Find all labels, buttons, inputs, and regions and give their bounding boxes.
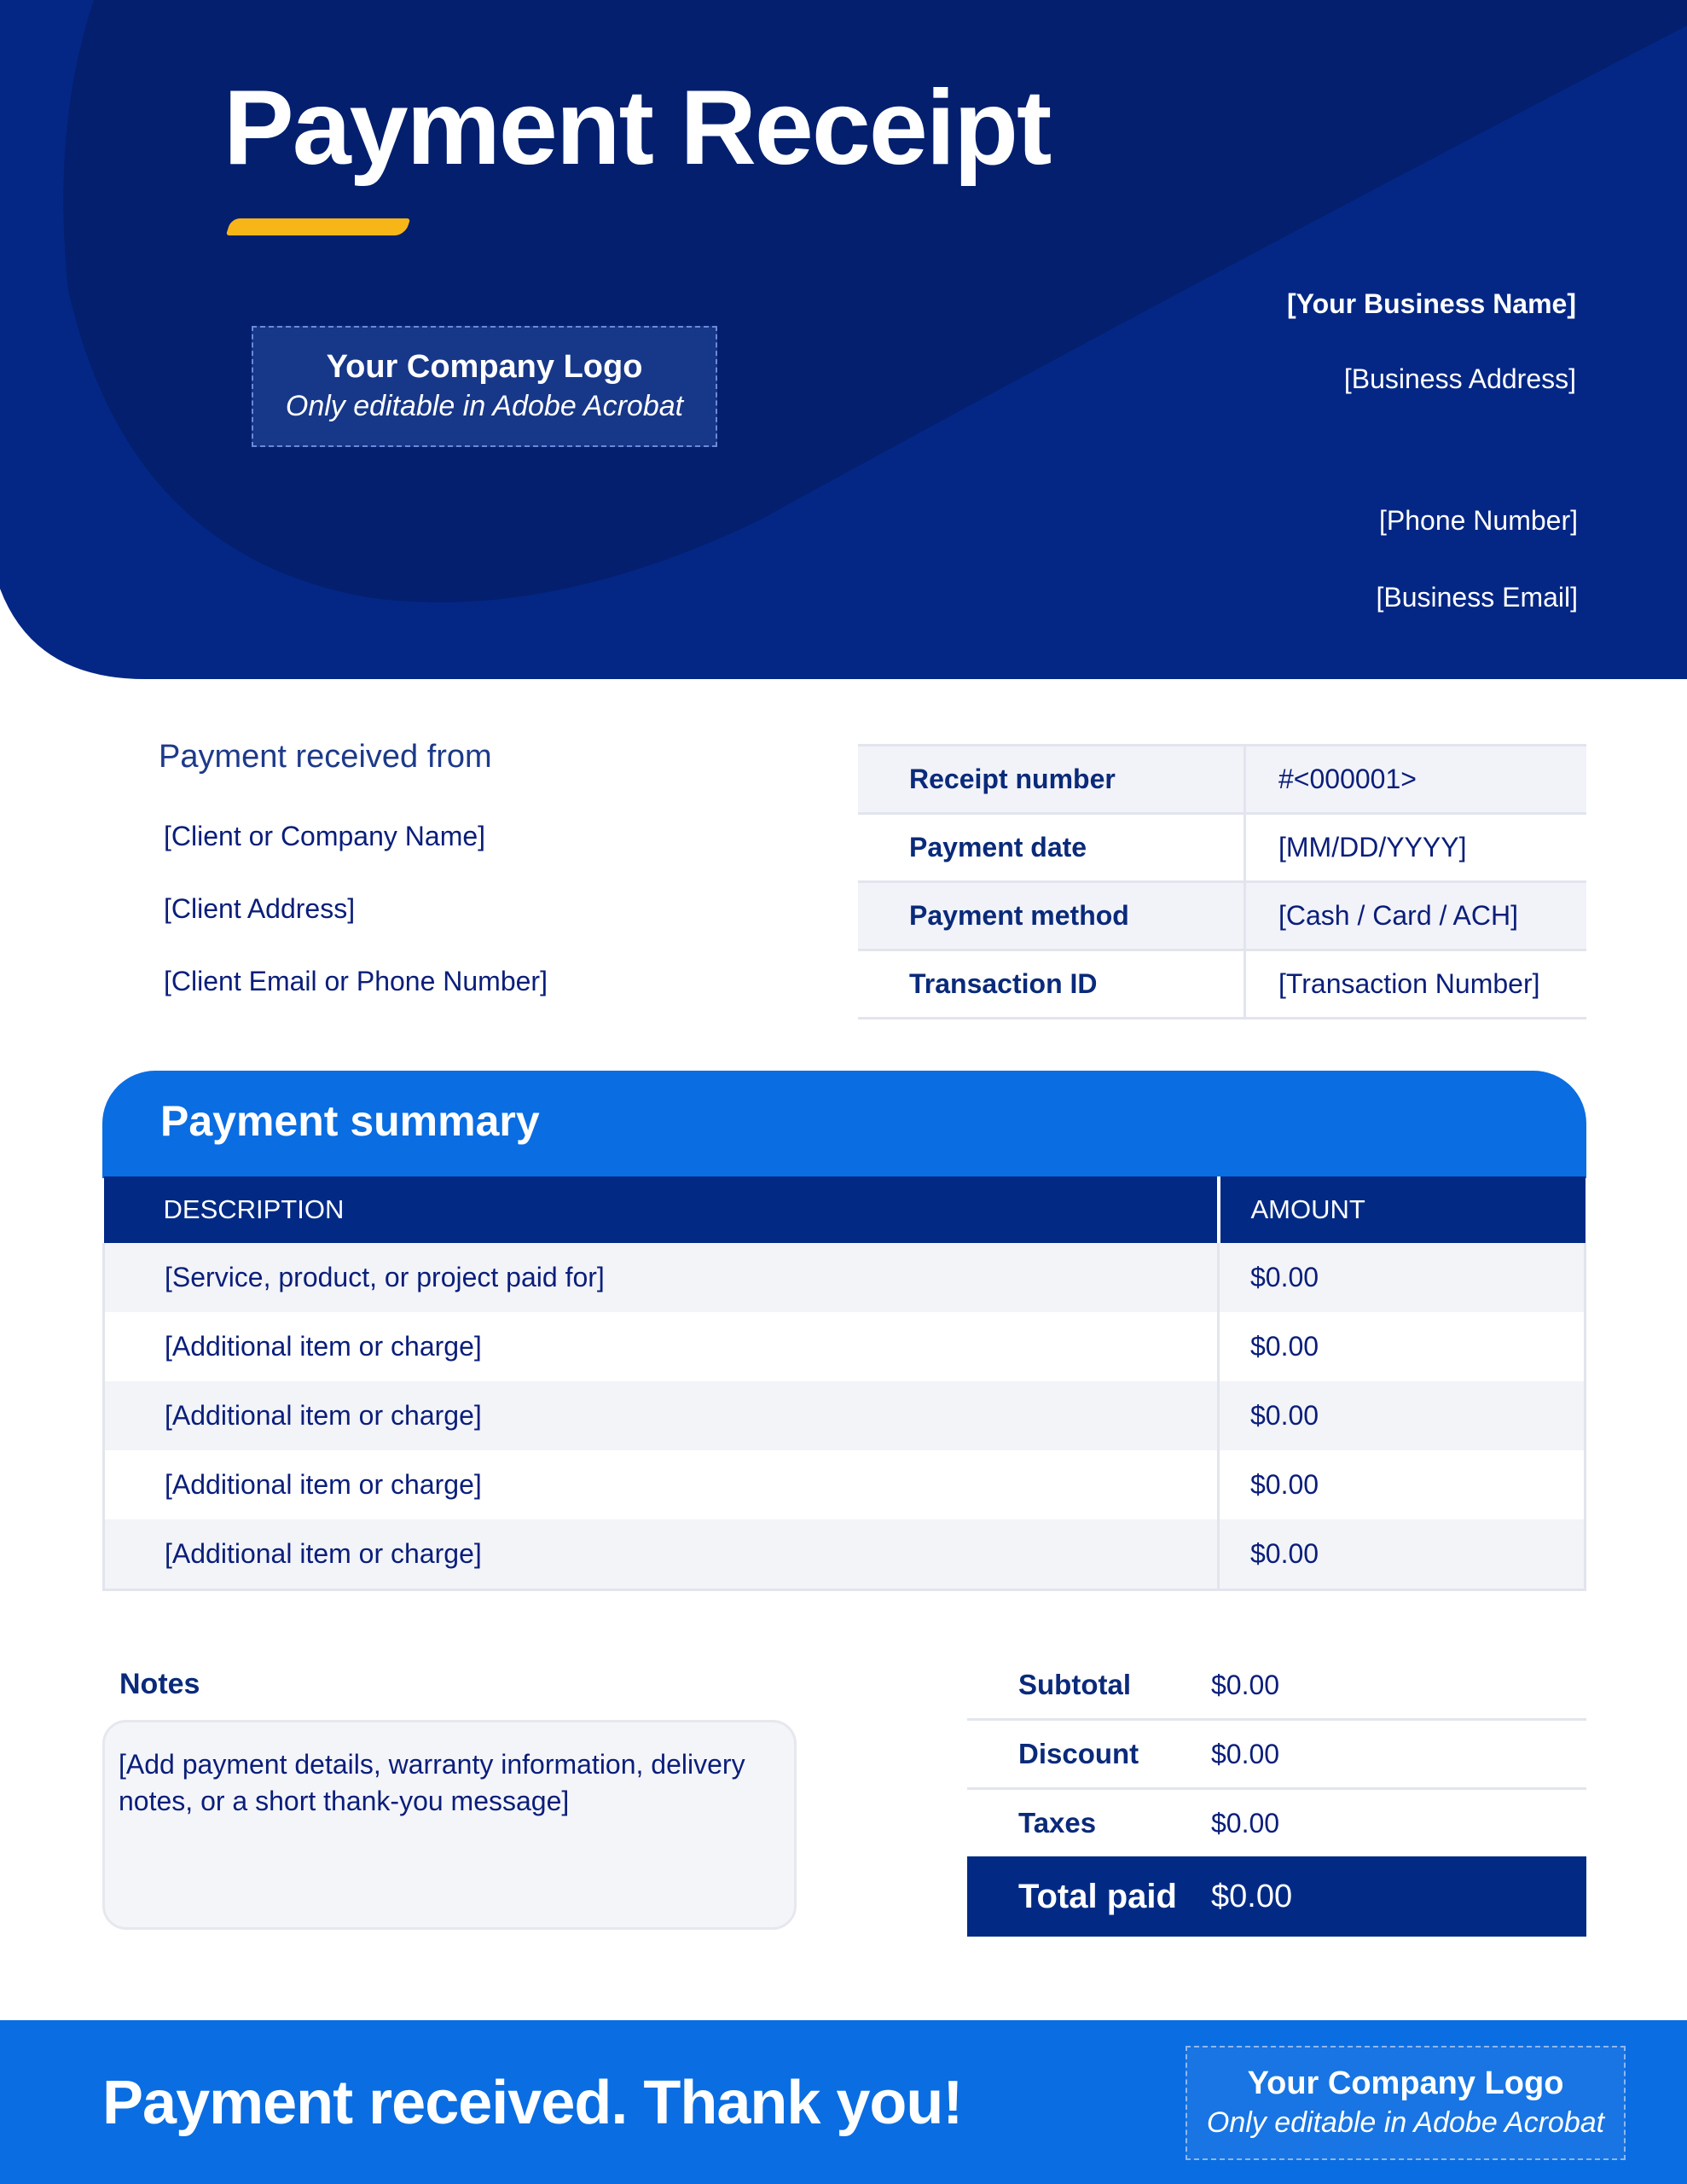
receipt-info-table [858,744,1586,1019]
logo-subtitle: Only editable in Adobe Acrobat [1206,2106,1605,2139]
footer-logo-placeholder[interactable] [1186,2046,1626,2160]
item-amount: $0.00 [1219,1312,1586,1381]
payment-method-label: Payment method [858,882,1245,950]
discount-label: Discount [967,1720,1211,1789]
client-contact: [Client Email or Phone Number] [164,966,548,996]
receipt-info-row [858,814,1586,882]
subtotal-label: Subtotal [967,1652,1211,1720]
business-address: [Business Address] [1343,363,1576,394]
transaction-id-value: [Transaction Number] [1245,950,1587,1019]
payment-summary-table [102,1176,1586,1591]
receipt-info-row [858,950,1586,1019]
notes-label: Notes [119,1668,200,1700]
total-paid-value: $0.00 [1211,1856,1586,1937]
company-logo-placeholder[interactable] [252,326,717,447]
item-description: [Additional item or charge] [104,1519,1219,1590]
payment-date-label: Payment date [858,814,1245,882]
item-amount: $0.00 [1219,1381,1586,1450]
payment-summary-title: Payment summary [160,1097,540,1145]
item-amount: $0.00 [1219,1450,1586,1519]
amount-column-header: AMOUNT [1219,1176,1586,1243]
thank-you-message: Payment received. Thank you! [102,2069,963,2137]
item-amount: $0.00 [1219,1243,1586,1312]
title-underline-accent [226,218,410,235]
transaction-id-label: Transaction ID [858,950,1245,1019]
payment-method-value: [Cash / Card / ACH] [1245,882,1587,950]
discount-value: $0.00 [1211,1720,1586,1789]
discount-row [967,1720,1586,1789]
client-address: [Client Address] [164,893,356,924]
totals-table [967,1652,1586,1937]
table-row [104,1450,1586,1519]
logo-title: Your Company Logo [326,349,643,386]
item-description: [Additional item or charge] [104,1381,1219,1450]
table-row [104,1381,1586,1450]
taxes-value: $0.00 [1211,1807,1280,1838]
logo-title: Your Company Logo [1247,2065,1564,2102]
item-description: [Additional item or charge] [104,1312,1219,1381]
item-description: [Additional item or charge] [104,1450,1219,1519]
table-row [104,1243,1586,1312]
receipt-info-row [858,746,1586,814]
receipt-number-label: Receipt number [858,746,1245,814]
logo-subtitle: Only editable in Adobe Acrobat [285,389,684,422]
total-paid-label: Total paid [967,1856,1211,1937]
table-row [104,1519,1586,1590]
business-name: [Your Business Name] [1286,288,1576,319]
subtotal-value: $0.00 [1211,1652,1586,1720]
business-email: [Business Email] [1376,582,1578,613]
receipt-number-value: #<000001> [1245,746,1587,814]
table-row [104,1312,1586,1381]
description-column-header: DESCRIPTION [104,1176,1219,1243]
taxes-label: Taxes [1018,1807,1097,1838]
subtotal-row [967,1652,1586,1720]
page-title: Payment Receipt [223,69,1051,187]
client-name: [Client or Company Name] [164,821,486,851]
taxes-row [967,1789,1586,1857]
receipt-info-row [858,882,1586,950]
summary-header-row [104,1176,1586,1243]
item-amount: $0.00 [1219,1519,1586,1590]
item-description: [Service, product, or project paid for] [104,1243,1219,1312]
payment-date-value: [MM/DD/YYYY] [1245,814,1587,882]
business-phone: [Phone Number] [1378,505,1578,536]
total-paid-row [967,1856,1586,1937]
notes-field[interactable]: [Add payment details, warranty information, delivery notes, or a short thank-you message] [102,1720,797,1930]
payment-received-from-label: Payment received from [159,739,492,775]
